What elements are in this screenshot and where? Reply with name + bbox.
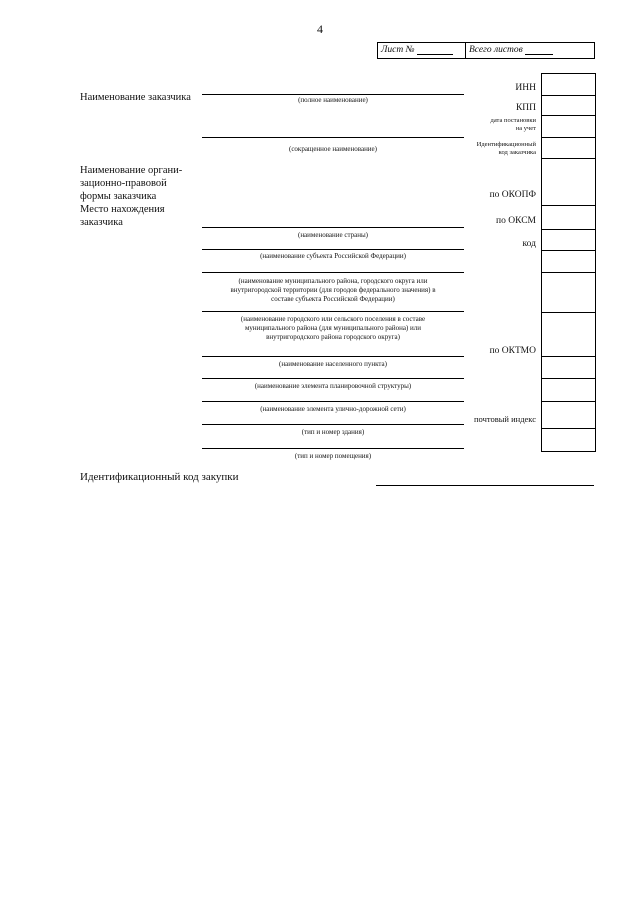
postal-index-cell-border bbox=[541, 428, 596, 429]
sheet-number-label: Лист № bbox=[381, 45, 415, 55]
sheet-info-box bbox=[377, 42, 595, 59]
road-element-caption: (наименование элемента улично-дорожной сети) bbox=[260, 405, 406, 413]
total-sheets-label: Всего листов bbox=[469, 45, 523, 55]
okopf-label: по ОКОПФ bbox=[489, 190, 536, 200]
registration-date-line-1: дата постановки bbox=[490, 117, 536, 124]
code-cell-border-2 bbox=[541, 272, 596, 273]
legal-form-label bbox=[80, 164, 182, 203]
purchase-id-code-field[interactable] bbox=[376, 485, 594, 486]
inn-cell-border bbox=[541, 95, 596, 96]
municipal-cell-border bbox=[541, 312, 596, 313]
legal-form-line-2: зационно-правовой bbox=[80, 178, 167, 189]
oktmo-label: по ОКТМО bbox=[489, 346, 536, 356]
subject-field[interactable] bbox=[202, 272, 464, 273]
municipal-caption-line-3: составе субъекта Российской Федерации) bbox=[271, 295, 395, 303]
settlement-caption-line-3: внутригородского района городского округа) bbox=[266, 333, 400, 341]
settlement-caption-line-2: муниципального района (для муниципального района) или bbox=[245, 324, 421, 332]
sheet-number-cell bbox=[378, 43, 466, 58]
short-name-field[interactable] bbox=[202, 137, 464, 138]
purchase-id-code-label: Идентификационный код закупки bbox=[80, 471, 239, 483]
customer-id-cell-border bbox=[541, 158, 596, 159]
locality-caption: (наименование населенного пункта) bbox=[279, 360, 387, 368]
customer-id-code-line-1: Идентификационный bbox=[476, 141, 536, 148]
oksm-cell-border bbox=[541, 229, 596, 230]
oksm-label: по ОКСМ bbox=[496, 216, 536, 226]
road-element-field[interactable] bbox=[202, 424, 464, 425]
settlement-caption-line-1: (наименование городского или сельского поселения в составе bbox=[240, 315, 426, 323]
page-number: 4 bbox=[317, 22, 323, 36]
kpp-cell-border bbox=[541, 115, 596, 116]
code-cell-border-1 bbox=[541, 250, 596, 251]
locality-cell-border bbox=[541, 378, 596, 379]
total-sheets-blank bbox=[525, 54, 553, 55]
planning-cell-border bbox=[541, 401, 596, 402]
locality-field[interactable] bbox=[202, 378, 464, 379]
total-sheets-cell bbox=[466, 43, 594, 58]
postal-index-label: почтовый индекс bbox=[474, 414, 536, 424]
subject-caption: (наименование субъекта Российской Федерации) bbox=[260, 252, 406, 260]
municipal-district-caption bbox=[202, 277, 464, 304]
kpp-label: КПП bbox=[515, 103, 536, 113]
customer-id-code-label bbox=[477, 141, 536, 157]
legal-form-line-1: Наименование органи- bbox=[80, 165, 183, 176]
customer-id-code-line-2: код заказчика bbox=[498, 149, 536, 156]
customer-name-label: Наименование заказчика bbox=[80, 92, 191, 103]
full-name-field[interactable] bbox=[202, 94, 464, 95]
municipal-district-field[interactable] bbox=[202, 311, 464, 312]
oktmo-cell-border bbox=[541, 356, 596, 357]
full-name-caption: (полное наименование) bbox=[298, 96, 368, 104]
codes-column bbox=[541, 73, 596, 452]
country-caption: (наименование страны) bbox=[297, 231, 369, 239]
premises-caption: (тип и номер помещения) bbox=[294, 452, 372, 460]
short-name-caption: (сокращенное наименование) bbox=[288, 145, 377, 153]
building-field[interactable] bbox=[202, 448, 464, 449]
planning-element-caption: (наименование элемента планировочной структуры) bbox=[254, 382, 412, 390]
okopf-cell-border bbox=[541, 205, 596, 206]
municipal-caption-line-2: внутригородской территории (для городов федерального значения) в bbox=[230, 286, 436, 294]
inn-label: ИНН bbox=[515, 83, 536, 93]
location-line-2: заказчика bbox=[80, 217, 123, 228]
municipal-caption-line-1: (наименование муниципального района, городского округа или bbox=[238, 277, 428, 285]
settlement-field[interactable] bbox=[202, 356, 464, 357]
location-line-1: Место нахождения bbox=[80, 204, 165, 215]
registration-date-cell-border bbox=[541, 137, 596, 138]
registration-date-line-2: на учет bbox=[515, 125, 536, 132]
legal-form-field[interactable] bbox=[202, 227, 464, 228]
country-field[interactable] bbox=[202, 249, 464, 250]
location-label bbox=[80, 203, 165, 229]
sheet-number-blank bbox=[417, 54, 453, 55]
registration-date-label bbox=[491, 117, 536, 133]
building-caption: (тип и номер здания) bbox=[301, 428, 365, 436]
legal-form-line-3: формы заказчика bbox=[80, 191, 157, 202]
planning-element-field[interactable] bbox=[202, 401, 464, 402]
settlement-caption bbox=[202, 315, 464, 342]
code-label: код bbox=[522, 239, 536, 249]
